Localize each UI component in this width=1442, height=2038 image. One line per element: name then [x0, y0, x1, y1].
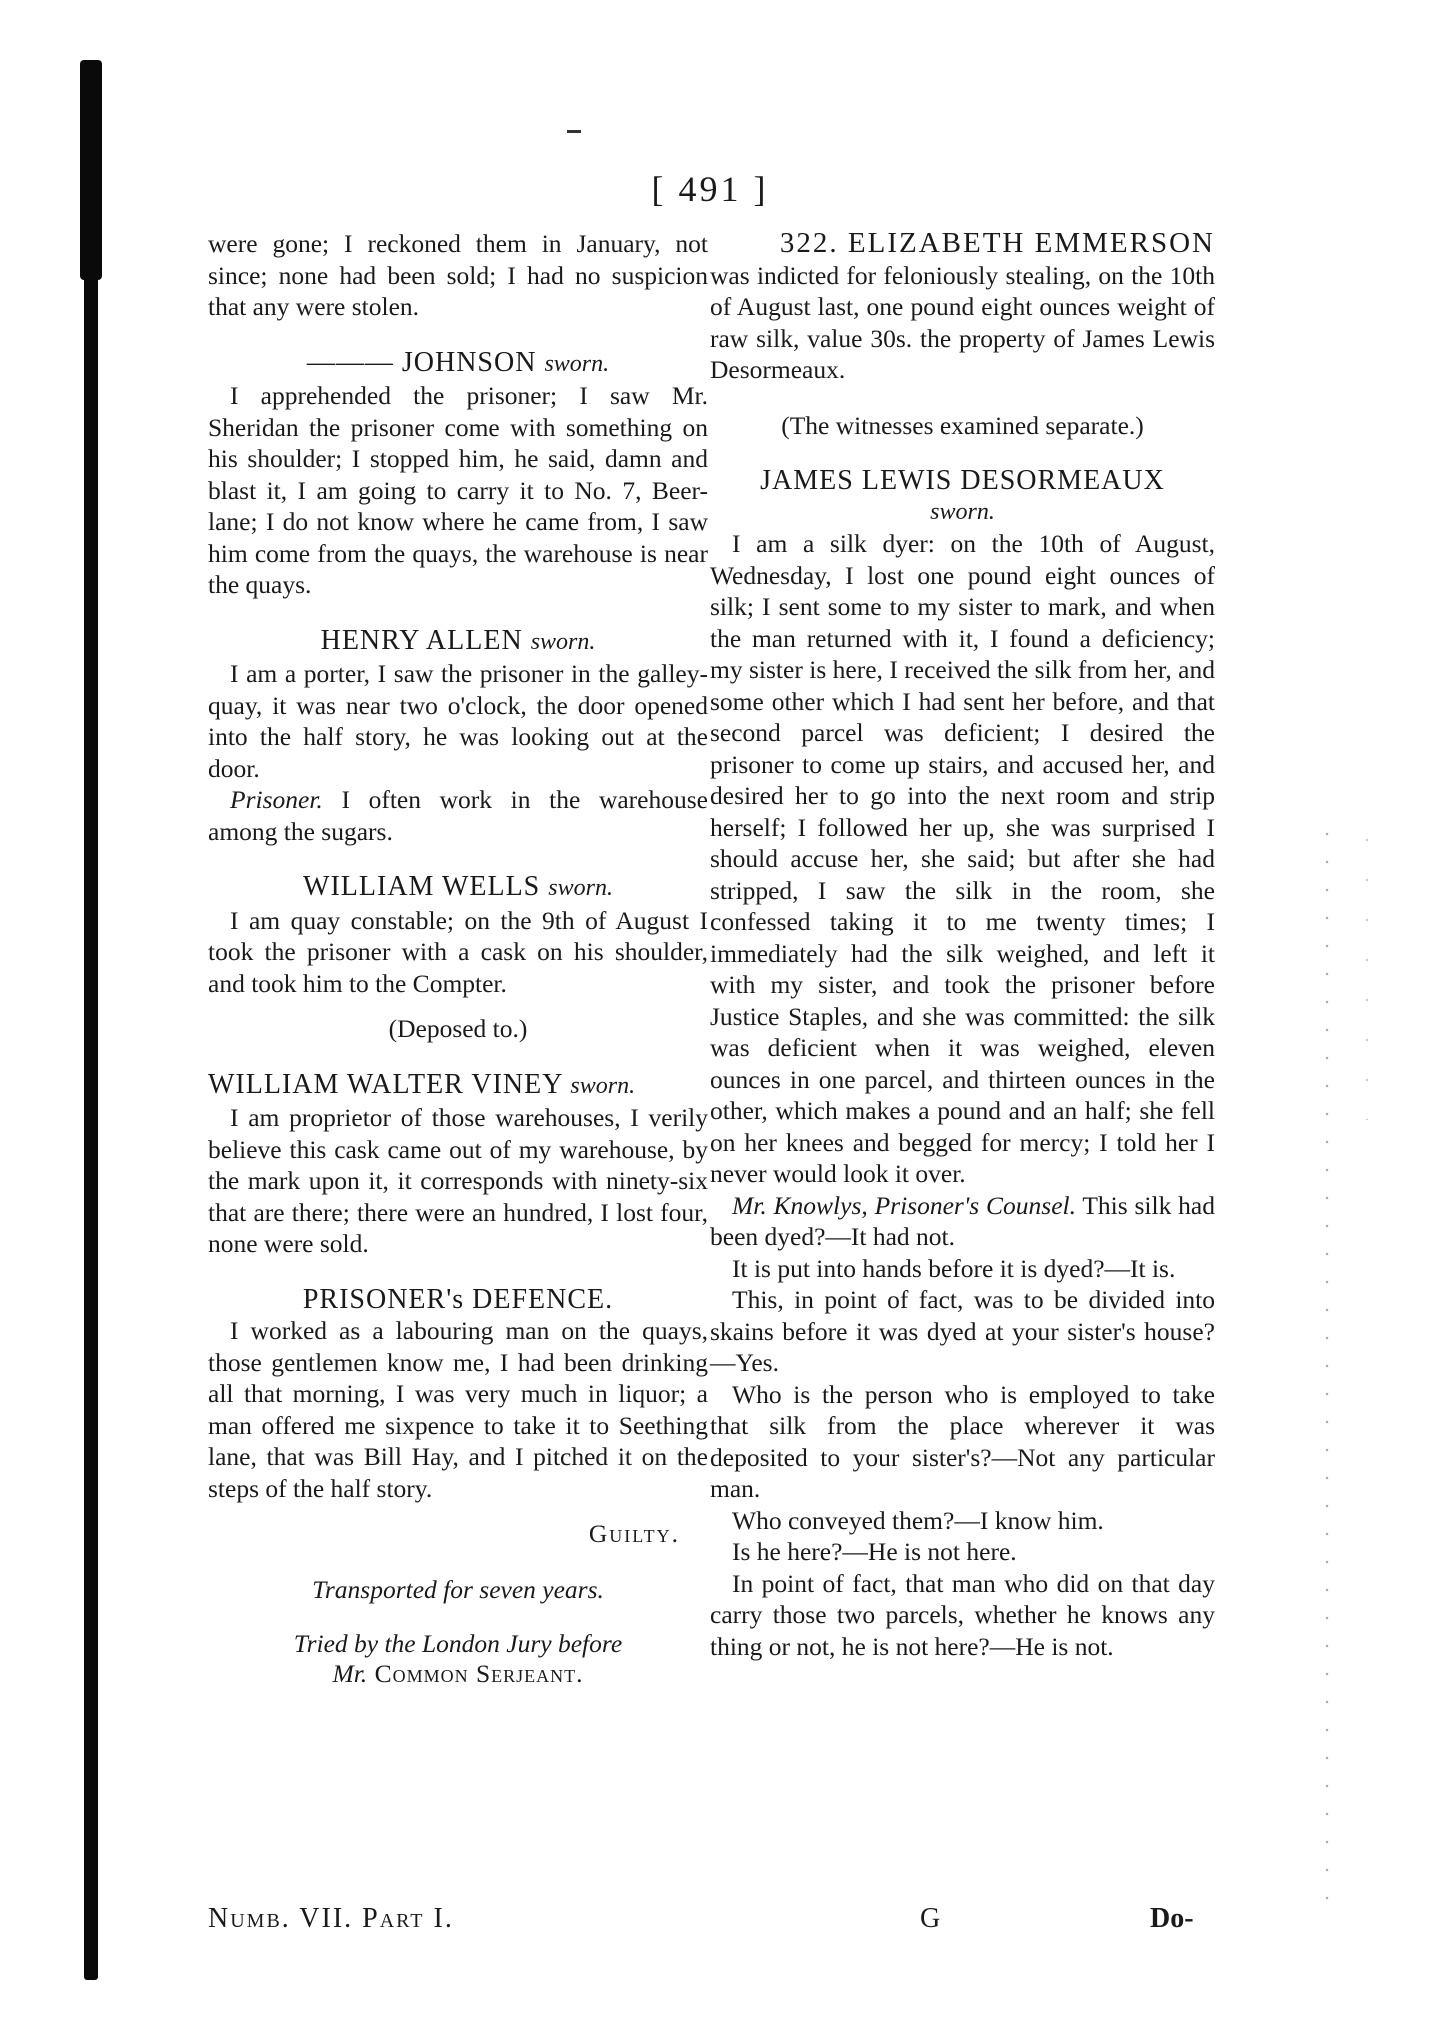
counsel-label: Mr. Knowlys, Prisoner's Counsel. — [732, 1190, 1076, 1220]
counsel-question — [710, 1190, 1215, 1253]
witness-heading-desormeaux: JAMES LEWIS DESORMEAUX — [760, 465, 1165, 496]
testimony-johnson: I apprehended the prisoner; I saw Mr. Sheridan the prisoner come with something on his shoulder; I stopped him, he said, damn and blast it, I am going to carry it to No. 7, Beer-lane; I do not know where he came from, I saw him come from the quays, the warehouse is near the quays. — [208, 381, 708, 599]
witness-name: ——— JOHNSON — [306, 346, 537, 378]
footer-part-label: Numb. VII. Part I. — [208, 1903, 454, 1934]
defence-heading: PRISONER's DEFENCE. — [302, 1283, 614, 1315]
testimony-allen: I am a porter, I saw the prisoner in the galley-quay, it was near two o'clock, the door opened into the half story, he was looking out at the door. — [208, 659, 708, 783]
catchword: Do- — [1150, 1903, 1194, 1934]
witness-name: HENRY ALLEN — [320, 624, 523, 656]
judge-line — [208, 1659, 708, 1689]
witness-heading-wells — [208, 871, 708, 905]
testimony-wells: I am quay constable; on the 9th of August I took the prisoner with a cask on his shoulder, and took him to the Compter. — [208, 905, 708, 998]
prisoner-label: Prisoner. — [230, 785, 323, 814]
sentence: Transported for seven years. — [312, 1574, 604, 1604]
indictment-text: was indicted for feloniously stealing, on the 10th of August last, one pound eight ounces weight of raw silk, value 30s. the property of James Lewis Desormeaux. — [710, 260, 1215, 384]
deposed-note: (Deposed to.) — [388, 1014, 528, 1043]
signature-mark: G — [920, 1903, 941, 1934]
prisoner-remark-text: I often work in the warehouse among the sugars. — [208, 785, 708, 846]
tried-by-line: Tried by the London Jury before — [293, 1629, 623, 1658]
testimony-viney: I am proprietor of those warehouses, I verily believe this cask came out of my warehouse, by the mark upon it, it corresponds with ninety-six that are there; there were an hundred, I lost four, none were sold. — [208, 1103, 708, 1258]
book-spine-shadow — [84, 60, 98, 1980]
prisoner-remark — [208, 784, 708, 847]
left-column — [208, 228, 708, 1689]
witnesses-separate-note: (The witnesses examined separate.) — [781, 410, 1144, 440]
testimony-desormeaux: I am a silk dyer: on the 10th of August, Wednesday, I lost one pound eight ounces of silk; I sent some to my sister to mark, and when the man returned with it, I found a deficiency; my sister is here, I received the silk from her, and some other which I had sent her before, and that second parcel was deficient; I desired the prisoner to come up stairs, and accused her, and desired her to go into the next room and strip herself; I followed her up, she was surprised I should accuse her, she said; but after she had stripped, I saw the silk in the room, she confessed taking it to me twenty times; I immediately had the silk weighed, and left it with my sister, and took the prisoner before Justice Staples, and she was committed: the silk was deficient when it was weighed, eleven ounces in one parcel, and thirteen ounces in the other, which makes a pound and an half; she fell on her knees and begged for mercy; I told her I never would look it over. — [710, 529, 1215, 1188]
judge-title: Common Serjeant. — [367, 1659, 584, 1688]
witness-heading-johnson — [208, 347, 708, 381]
examination-line: Who is the person who is employed to take that silk from the place wherever it was deposited to your sister's?—Not any particular man. — [710, 1379, 1215, 1503]
sworn-label: sworn. — [530, 628, 596, 655]
case-heading: 322. ELIZABETH EMMERSON — [779, 227, 1215, 259]
witness-name: WILLIAM WELLS — [303, 871, 541, 902]
sworn-label: sworn. — [570, 1072, 636, 1099]
examination-line: Who conveyed them?—I know him. — [732, 1505, 1104, 1535]
verdict: Guilty. — [588, 1519, 680, 1548]
right-column — [710, 228, 1215, 1662]
page-number: [ 491 ] — [651, 169, 769, 209]
examination-line: In point of fact, that man who did on that day carry those two parcels, whether he knows any thing or not, he is not here?—He is not. — [710, 1568, 1215, 1661]
margin-speckles-outer — [1365, 820, 1369, 1120]
witness-heading-viney — [208, 1069, 708, 1103]
book-spine-top — [80, 60, 102, 280]
sworn-label: sworn. — [930, 498, 995, 525]
printer-mark — [567, 130, 581, 133]
sworn-label: sworn. — [544, 350, 610, 377]
examination-line: Is he here?—He is not here. — [732, 1537, 1017, 1566]
examination-line: It is put into hands before it is dyed?—It is. — [732, 1253, 1176, 1283]
witness-name: WILLIAM WALTER VINEY — [208, 1068, 563, 1100]
margin-speckles — [1325, 820, 1329, 1900]
left-paragraph-continuation: were gone; I reckoned them in January, not since; none had been sold; I had no suspicion that any were stolen. — [208, 229, 708, 321]
sworn-label: sworn. — [548, 875, 613, 901]
examination-line: This, in point of fact, was to be divided into skains before it was dyed at your sister's house?—Yes. — [710, 1285, 1215, 1377]
witness-heading-allen — [208, 625, 708, 659]
defence-text: I worked as a labouring man on the quays, those gentlemen know me, I had been drinking all that morning, I was very much in liquor; a man offered me sixpence to take it to Seething lane, that was Bill Hay, and I pitched it on the steps of the half story. — [208, 1316, 708, 1503]
counsel-question-text: This silk had been dyed?—It had not. — [710, 1190, 1215, 1251]
judge-honorific: Mr. — [332, 1659, 368, 1688]
